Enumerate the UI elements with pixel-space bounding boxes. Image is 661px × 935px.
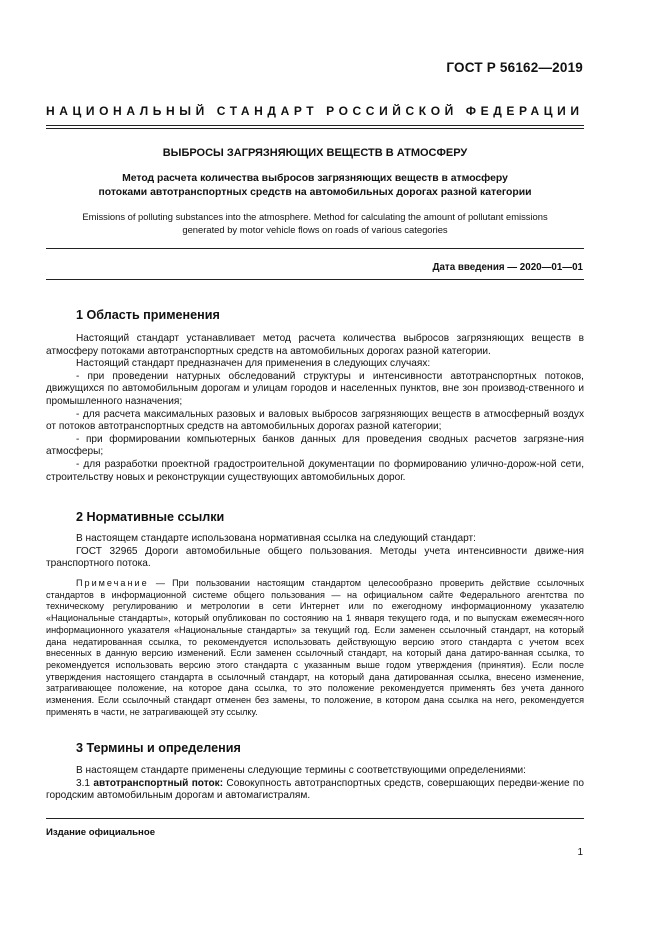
introduction-date: Дата введения — 2020—01—01 (432, 262, 583, 273)
date-separator-rule (46, 279, 584, 280)
national-standard-banner: НАЦИОНАЛЬНЫЙ СТАНДАРТ РОССИЙСКОЙ ФЕДЕРАЦИИ (46, 104, 584, 118)
section-1-body (46, 333, 584, 484)
title-separator-rule (46, 248, 584, 249)
section-3-heading: 3 Термины и определения (76, 741, 241, 755)
term-name: автотранспортный поток: (93, 777, 224, 789)
subtitle-line-1: Метод расчета количества выбросов загрязняющих веществ в атмосферу (122, 173, 508, 184)
section-2-reference: ГОСТ 32965 Дороги автомобильные общего пользования. Методы учета интенсивности движе-ния транспортного потока. (46, 545, 584, 570)
section-1-list-item: - для расчета максимальных разовых и валовых выбросов загрязняющих веществ в атмосферный воздух от потоков автотранспортных средств на автомобильных дорогах разной категории; (46, 408, 584, 433)
term-definition: Совокупность автотранспортных средств, совершающих передви-жение по городским автомобильным дорогам и автомагистралям. (46, 777, 584, 802)
edition-label: Издание официальное (46, 827, 156, 838)
section-2-paragraph: В настоящем стандарте использована нормативная ссылка на следующий стандарт: (76, 533, 476, 544)
page-number: 1 (577, 847, 583, 858)
section-1-paragraph: Настоящий стандарт устанавливает метод расчета количества выбросов загрязняющих веществ в атмосферу потоками автотранспортных средств на автомобильных дорогах разной категории. (46, 333, 584, 357)
section-1-heading: 1 Область применения (76, 308, 220, 322)
english-title (46, 211, 584, 236)
section-2-note (46, 578, 584, 718)
header-rule-top (46, 125, 584, 126)
section-1-list-item: - при формировании компьютерных банков данных для проведения сводных расчетов загрязне-ния атмосферы; (46, 433, 584, 458)
section-2-heading: 2 Нормативные ссылки (76, 510, 225, 524)
document-subtitle (46, 172, 584, 199)
note-label: Примечание (76, 578, 149, 588)
gost-code: ГОСТ Р 56162—2019 (446, 60, 583, 75)
english-title-line-2: generated by motor vehicle flows on roads of various categories (182, 223, 448, 235)
section-3-intro: В настоящем стандарте применены следующие термины с соответствующими определениями: (76, 765, 526, 776)
section-2-body (46, 533, 584, 571)
header-rule-bottom (46, 128, 584, 129)
english-title-line-1: Emissions of polluting substances into the atmosphere. Method for calculating the amount of pollutant emissions (82, 211, 548, 222)
term-entry (46, 778, 584, 803)
subtitle-line-2: потоками автотранспортных средств на автомобильных дорогах разной категории (98, 186, 532, 198)
document-title: ВЫБРОСЫ ЗАГРЯЗНЯЮЩИХ ВЕЩЕСТВ В АТМОСФЕРУ (162, 147, 468, 159)
section-3-body (46, 765, 584, 803)
section-1-list-item: - для разработки проектной градостроительной документации по формированию улично-дорож-ной сети, строительству новых и реконструкции существующих автомобильных дорог. (46, 458, 584, 483)
section-1-paragraph: Настоящий стандарт предназначен для применения в следующих случаях: (76, 358, 431, 370)
note-text: — При пользовании настоящим стандартом целесообразно проверить действие ссылочных стандартов в информационной системе общего пользования — на официальном сайте Федерального агентства по техническому регулированию и метрологии в сети Интернет или по ежегодному информационному указателю «Национальные стандарты», который опубликован по состоянию на 1 января текущего года, и по выпускам ежемесяч-ного информационного указателя «Национальные стандарты» за текущий год. Если заменен ссылочный стандарт, на который дана недатированная ссылка, то рекомендуется использовать действующую версию этого стандарта с учетом всех внесенных в данную версию изменений. Если заменен ссылочный стандарт, на который дана датиро-ванная ссылка, то рекомендуется использовать версию этого стандарта с указанным выше годом утверждения (принятия). Если после утверждения настоящего стандарта в ссылочный стандарт, на который дана датированная ссылка, внесено изменение, затрагивающее положение, на которое дана ссылка, то это положение рекомендуется применять без учета данного изменения. Если ссылочный стандарт отменен без замены, то положение, в котором дана ссылка на него, рекомендуется применять в части, не затрагивающей эту ссылку. (46, 578, 584, 717)
term-number: 3.1 (76, 777, 94, 789)
section-1-list-item: - при проведении натурных обследований структуры и интенсивности автотранспортных потоков, движущихся по автомобильным дорогам и улицам городов и населенных пунктов, вне зон производ-ственного и промышленного назначения; (46, 370, 584, 407)
footer-rule (46, 818, 584, 819)
